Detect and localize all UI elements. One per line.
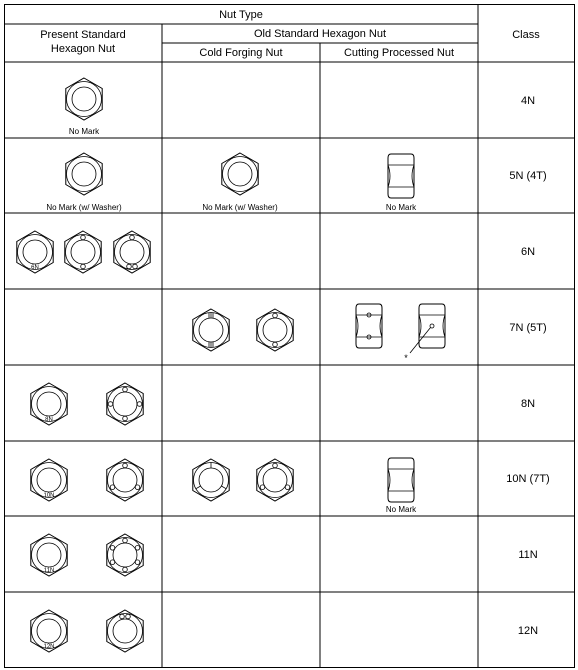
hex-nut-icon [66,78,102,120]
nut-mark-12n: 12N [43,644,55,650]
class-header: Class [512,29,540,41]
class-6n: 6N [520,246,536,258]
class-8n: 8N [520,398,536,410]
cold-forging-header: Cold Forging Nut [199,47,283,59]
nut-mark-8n: 8N [45,417,53,423]
side-nut-icon [388,154,414,198]
class-7n-5t: 7N (5T) [509,322,547,334]
nut-mark-10n: 10N [43,493,55,499]
class-5n-4t: 5N (4T) [509,170,547,182]
hex-nut-icon [66,153,102,195]
class-4n: 4N [520,95,536,107]
cutting-nut-label: No Mark [385,505,417,514]
nut-mark-6n: 6N [31,265,39,271]
cold-nut-label: No Mark (w/ Washer) [202,203,278,212]
present-standard-header-line1: Present Standard [40,29,126,41]
cutting-processed-header: Cutting Processed Nut [343,47,455,59]
side-nut-dot-mark-icon [410,304,445,353]
hex-nut-4-dot-mark-icon [107,383,143,425]
present-standard-header-line2: Hexagon Nut [50,43,116,55]
present-nut-label: No Mark (w/ Washer) [46,203,122,212]
asterisk-mark: * [404,353,408,363]
hex-nut-notch-mark-icon [193,309,229,351]
hex-nut-top-2-dot-mark-icon [107,610,143,652]
hex-nut-2-dot-mark-icon [257,309,293,351]
hex-nut-icon [222,153,258,195]
hex-nut-2-dot-mark-icon [65,231,101,273]
hex-nut-3-dot-mark-icon [257,459,293,501]
nut-class-table [4,4,575,668]
side-nut-icon [388,458,414,502]
nut-type-header: Nut Type [219,9,263,21]
hex-nut-6-dot-mark-icon [107,534,143,576]
hex-nut-3-notch-mark-icon [193,459,229,501]
side-nut-2-dot-mark-icon [356,304,382,348]
hex-nut-3-dot-mark-icon [114,231,150,273]
nut-mark-11n: 11N [43,568,55,574]
hex-nut-notch-mark-icon [107,459,143,501]
class-10n-7t: 10N (7T) [506,473,550,485]
cutting-nut-label: No Mark [385,203,417,212]
present-nut-label: No Mark [68,127,100,136]
class-12n: 12N [517,625,539,637]
class-11n: 11N [518,549,538,561]
old-standard-header: Old Standard Hexagon Nut [253,28,387,40]
